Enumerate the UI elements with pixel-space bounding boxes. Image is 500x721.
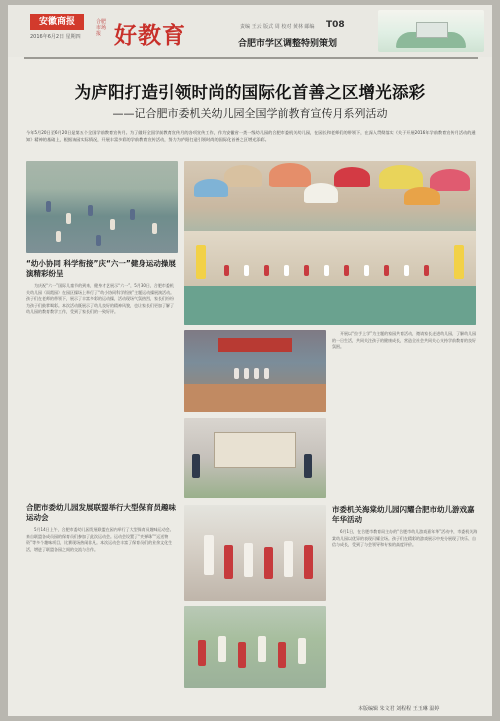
photo-children-teacher xyxy=(184,505,326,601)
article-title: 为庐阳打造引领时尚的国际化首善之区增光添彩 xyxy=(74,83,426,102)
caption-game-carnival: 市委机关海棠幼儿园闪耀合肥市幼儿游戏嘉年华活动 xyxy=(332,505,475,524)
column-right-bottom xyxy=(332,529,478,697)
issue-date: 2016年6月2日 星期四 xyxy=(30,34,81,40)
paragraph: 5月14日上午，合肥市委幼儿园发展联盟在园内举行了大型保育员趣味运动会。来自联盟各成员园的保育员们参加了此次运动会。运动会设置了“夹弹珠”“运送物资”等多个趣味项目，比赛现场热闹非凡。本次运动会丰富了保育员们的业余文化生活，增进了联盟各园之间的交流与合作。 xyxy=(26,527,174,552)
column-right-top xyxy=(332,331,478,501)
editor-credits: 本版编辑 朱文君 刘程程 王玉琳 温婷 xyxy=(358,706,440,712)
editor-meta: 责编 王云 版式 周 校对 黄林 邮编 xyxy=(240,24,315,30)
paragraph: 开展以“拉手上学”为主题的家园共育活动，邀请家长走进幼儿园，了解幼儿园的一日生活，共同关注孩子的健康成长，营造全社会共同关心支持学前教育的良好氛围。 xyxy=(332,331,477,350)
channel-sub: 合肥市场报 xyxy=(96,19,107,37)
page-number: T08 xyxy=(326,20,345,30)
article-subtitle: ——记合肥市委机关幼儿园全国学前教育宣传月系列活动 xyxy=(112,107,388,120)
channel-title: 好教育 xyxy=(114,23,186,49)
article-lead: 今年5月20日至6月20日是第五个全国学前教育宣传月。为了做好全国学前教育宣传月的各项宣传工作，作为安徽省一类一级幼儿园的合肥市委机关幼儿园，在园长和老师们的带领下，在深入贯彻落实《关于开展2016年学前教育宣传月活动的通知》精神的基础上，根据该园实际情况，开展丰富多彩的学前教育宣传活动，努力为庐阳打造引领时尚的国际化首善之区增光添彩。 xyxy=(26,130,476,142)
caption-union-games: 合肥市委幼儿园发展联盟举行大型保育员趣味运动会 xyxy=(26,503,176,522)
caption-gymnastics: “幼小协同 科学衔接”庆“六一”健身运动操展演精彩纷呈 xyxy=(26,259,176,278)
paragraph: 为庆祝“六一”国际儿童节的到来，健身才艺展示“六一”，5月30日，合肥市委机关幼儿园（雨霞园）在园区操场上举行了“幼小协同科学衔接”主题运动操展演活动。孩子们在老师的带领下，展示了丰富多彩的运动操，活动现场气氛热烈，家长们纷纷为孩子们鼓掌喝彩。本次活动既展示了幼儿良好的精神风貌，也让家长们更加了解了幼儿园的教育教学工作，受到了家长们的一致好评。 xyxy=(26,283,175,315)
newspaper-logo: 安徽商报 xyxy=(30,14,84,30)
photo-group-umbrellas xyxy=(184,161,476,325)
page-header xyxy=(8,5,492,57)
header-rule xyxy=(24,57,478,59)
photo-classroom xyxy=(184,418,326,498)
column-left-top xyxy=(26,283,176,495)
photo-outdoor-performance xyxy=(184,606,326,688)
header-illustration xyxy=(378,10,484,52)
newspaper-page xyxy=(8,5,492,716)
special-report-label: 合肥市学区调整特别策划 xyxy=(238,39,338,49)
column-left-bottom xyxy=(26,527,176,697)
paragraph: 6月1日，在合肥市教育局主办的“合肥市幼儿游戏嘉年华”活动中，市委机关海棠幼儿园以优异的表现闪耀全场。孩子们在精彩的游戏展示中充分展现了快乐、自信与成长，受到了与会领导和专家的高度评价。 xyxy=(332,529,478,548)
photo-stage-event xyxy=(184,330,326,412)
photo-gymnastics xyxy=(26,161,178,253)
